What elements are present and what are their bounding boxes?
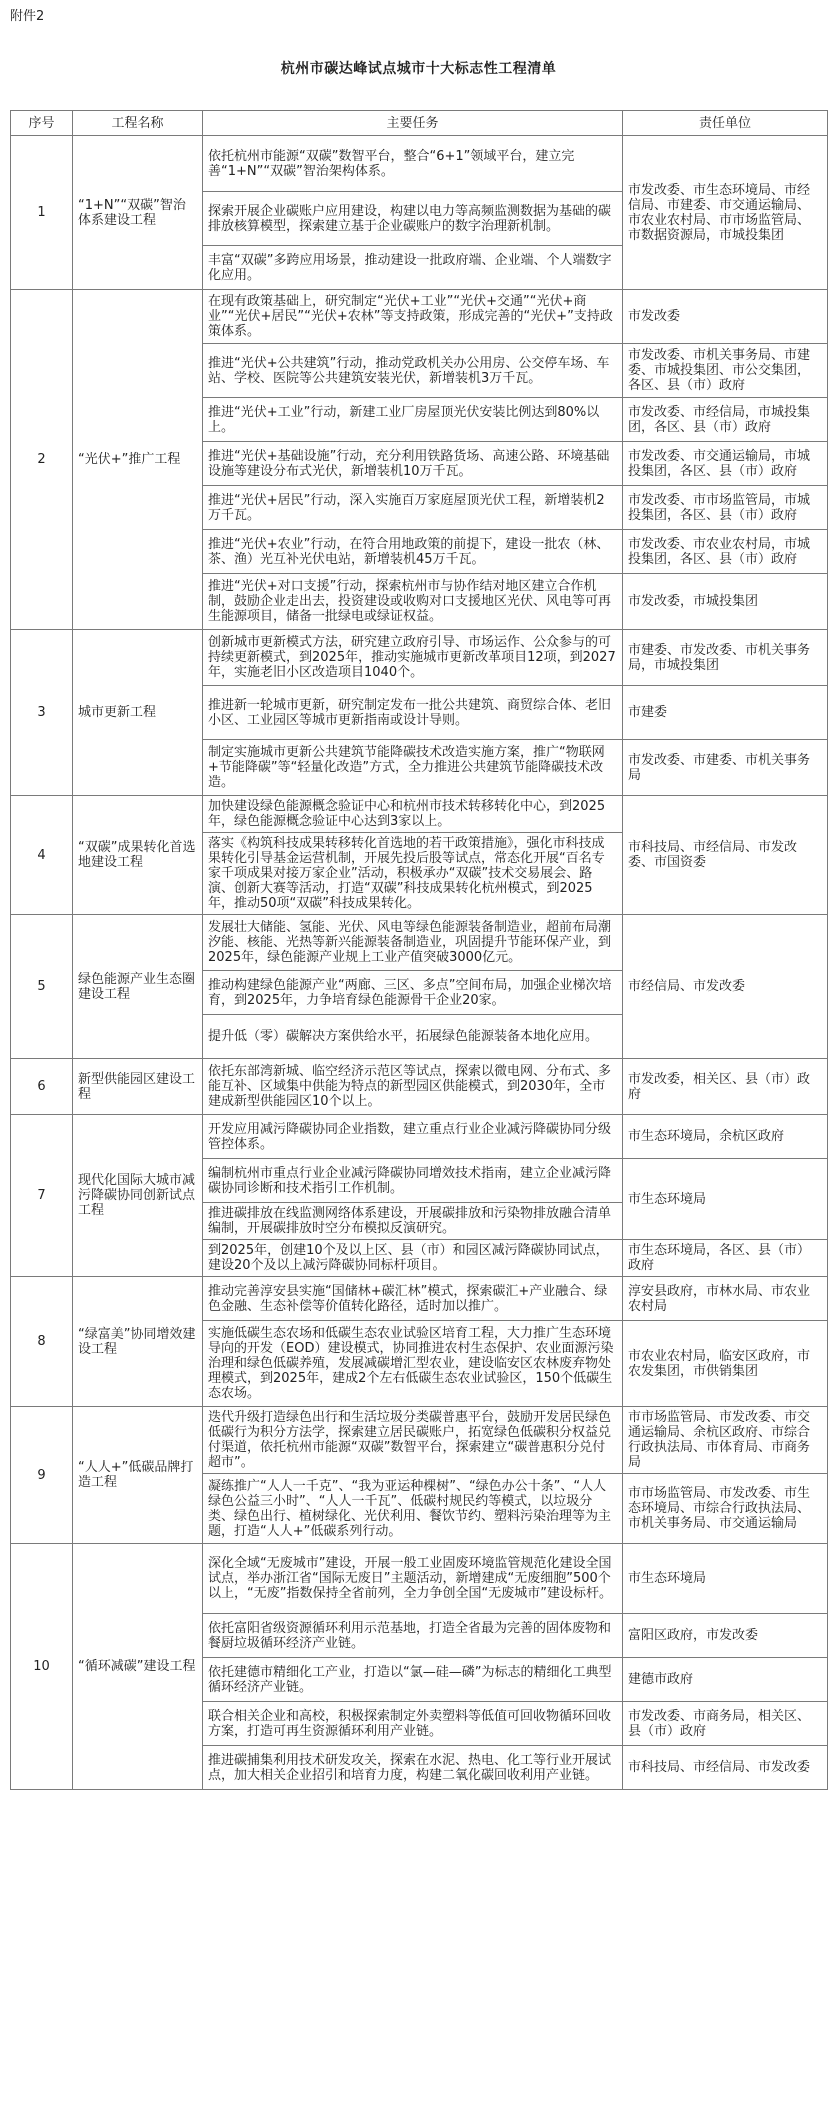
table-row	[11, 1407, 828, 1474]
header-task: 主要任务	[203, 111, 623, 136]
cell-task: 推动完善淳安县实施“国储林+碳汇林”模式，探索碳汇+产业融合、绿色金融、生态补偿等价值转化路径，适时加以推广。	[203, 1277, 623, 1321]
cell-responsible-unit: 市建委、市发改委、市机关事务局，市城投集团	[623, 630, 828, 686]
cell-seq: 2	[11, 290, 73, 630]
table-row	[11, 136, 828, 192]
cell-responsible-unit: 市发改委，市城投集团	[623, 574, 828, 630]
cell-project-name: “光伏+”推广工程	[73, 290, 203, 630]
cell-seq: 10	[11, 1544, 73, 1790]
cell-responsible-unit: 市农业农村局，临安区政府，市农发集团，市供销集团	[623, 1321, 828, 1407]
cell-task: 实施低碳生态农场和低碳生态农业试验区培育工程，大力推广生态环境导向的开发（EOD）建设模式，协同推进农村生态保护、农业面源污染治理和绿色低碳养殖，发展减碳增汇型农业，建设临安区农林废弃物处理模式，到2025年，建成2个左右低碳生态农业试验区，150个低碳生态农场。	[203, 1321, 623, 1407]
cell-task: 凝练推广“人人一千克”、“我为亚运种棵树”、“绿色办公十条”、“人人绿色公益三小时”、“人人一千瓦”、低碳村规民约等模式，以垃圾分类、绿色出行、植树绿化、光伏利用、餐饮节约、塑料污染治理等为主题，打造“人人+”低碳系列行动。	[203, 1474, 623, 1544]
cell-task: 推进“光伏+农业”行动，在符合用地政策的前提下，建设一批农（林、茶、渔）光互补光伏电站，新增装机45万千瓦。	[203, 530, 623, 574]
cell-task: 推进新一轮城市更新，研究制定发布一批公共建筑、商贸综合体、老旧小区、工业园区等城市更新指南或设计导则。	[203, 686, 623, 740]
cell-task: 推进“光伏+居民”行动，深入实施百万家庭屋顶光伏工程，新增装机2万千瓦。	[203, 486, 623, 530]
table-row	[11, 1544, 828, 1614]
header-seq: 序号	[11, 111, 73, 136]
cell-task: 探索开展企业碳账户应用建设，构建以电力等高频监测数据为基础的碳排放核算模型，探索建立基于企业碳账户的数字治理新机制。	[203, 192, 623, 246]
cell-project-name: “循环减碳”建设工程	[73, 1544, 203, 1790]
cell-responsible-unit: 市发改委、市机关事务局、市建委、市城投集团、市公交集团，各区、县（市）政府	[623, 344, 828, 398]
cell-task: 推进碳排放在线监测网络体系建设，开展碳排放和污染物排放融合清单编制，开展碳排放时空分布模拟反演研究。	[203, 1203, 623, 1240]
cell-responsible-unit: 市科技局、市经信局、市发改委	[623, 1746, 828, 1790]
cell-task: 依托东部湾新城、临空经济示范区等试点，探索以微电网、分布式、多能互补、区域集中供能为特点的新型园区供能模式，到2030年，全市建成新型供能园区10个以上。	[203, 1059, 623, 1115]
cell-responsible-unit: 市发改委、市交通运输局，市城投集团，各区、县（市）政府	[623, 442, 828, 486]
cell-task: 开发应用减污降碳协同企业指数，建立重点行业企业减污降碳协同分级管控体系。	[203, 1115, 623, 1159]
cell-project-name: 现代化国际大城市减污降碳协同创新试点工程	[73, 1115, 203, 1277]
cell-task: 在现有政策基础上，研究制定“光伏+工业”“光伏+交通”“光伏+商业”“光伏+居民”“光伏+农林”等支持政策，形成完善的“光伏+”支持政策体系。	[203, 290, 623, 344]
cell-seq: 4	[11, 796, 73, 915]
table-row	[11, 915, 828, 971]
cell-responsible-unit: 市发改委、市商务局，相关区、县（市）政府	[623, 1702, 828, 1746]
table-row	[11, 1277, 828, 1321]
cell-task: 依托建德市精细化工产业，打造以“氯—硅—磷”为标志的精细化工典型循环经济产业链。	[203, 1658, 623, 1702]
cell-seq: 6	[11, 1059, 73, 1115]
table-row	[11, 290, 828, 344]
cell-project-name: 新型供能园区建设工程	[73, 1059, 203, 1115]
cell-task: 落实《构筑科技成果转移转化首选地的若干政策措施》，强化市科技成果转化引导基金运营机制，开展先投后股等试点，常态化开展“百名专家千项成果对接万家企业”活动，积极承办“双碳”技术交易展会、路演、创新大赛等活动，打造“双碳”科技成果转化杭州模式，到2025年，推动50项“双碳”科技成果转化。	[203, 833, 623, 915]
cell-task: 推进“光伏+对口支援”行动，探索杭州市与协作结对地区建立合作机制，鼓励企业走出去，投资建设或收购对口支援地区光伏、风电等可再生能源项目，储备一批绿电或绿证权益。	[203, 574, 623, 630]
cell-project-name: 城市更新工程	[73, 630, 203, 796]
cell-responsible-unit: 市建委	[623, 686, 828, 740]
cell-seq: 9	[11, 1407, 73, 1544]
cell-task: 制定实施城市更新公共建筑节能降碳技术改造实施方案，推广“物联网+节能降碳”等“轻量化改造”方式，全力推进公共建筑节能降碳技术改造。	[203, 740, 623, 796]
cell-project-name: 绿色能源产业生态圈建设工程	[73, 915, 203, 1059]
cell-task: 发展壮大储能、氢能、光伏、风电等绿色能源装备制造业，超前布局潮汐能、核能、光热等新兴能源装备制造业，巩固提升节能环保产业，到2025年，绿色能源产业规上工业产值突破3000亿元。	[203, 915, 623, 971]
document-title: 杭州市碳达峰试点城市十大标志性工程清单	[280, 61, 557, 77]
cell-responsible-unit: 市发改委、市生态环境局、市经信局、市建委、市交通运输局、市农业农村局、市市场监管局、市数据资源局，市城投集团	[623, 136, 828, 290]
cell-project-name: “1+N”“双碳”智治体系建设工程	[73, 136, 203, 290]
cell-task: 深化全域“无废城市”建设，开展一般工业固废环境监管规范化建设全国试点，举办浙江省“国际无废日”主题活动，新增建成“无废细胞”500个以上，“无废”指数保持全省前列，全力争创全国“无废城市”建设标杆。	[203, 1544, 623, 1614]
cell-task: 丰富“双碳”多跨应用场景，推动建设一批政府端、企业端、个人端数字化应用。	[203, 246, 623, 290]
cell-seq: 1	[11, 136, 73, 290]
cell-task: 依托富阳省级资源循环利用示范基地，打造全省最为完善的固体废物和餐厨垃圾循环经济产业链。	[203, 1614, 623, 1658]
table-row	[11, 630, 828, 686]
cell-responsible-unit: 市发改委	[623, 290, 828, 344]
cell-responsible-unit: 市市场监管局、市发改委、市生态环境局、市综合行政执法局、市机关事务局、市交通运输局	[623, 1474, 828, 1544]
cell-task: 编制杭州市重点行业企业减污降碳协同增效技术指南，建立企业减污降碳协同诊断和技术指引工作机制。	[203, 1159, 623, 1203]
cell-responsible-unit: 市生态环境局，余杭区政府	[623, 1115, 828, 1159]
project-table	[10, 110, 828, 1790]
cell-task: 推进“光伏+公共建筑”行动，推动党政机关办公用房、公交停车场、车站、学校、医院等公共建筑安装光伏，新增装机3万千瓦。	[203, 344, 623, 398]
cell-responsible-unit: 市生态环境局	[623, 1544, 828, 1614]
cell-seq: 8	[11, 1277, 73, 1407]
cell-project-name: “双碳”成果转化首选地建设工程	[73, 796, 203, 915]
cell-responsible-unit: 市科技局、市经信局、市发改委、市国资委	[623, 796, 828, 915]
cell-responsible-unit: 市发改委、市市场监管局，市城投集团，各区、县（市）政府	[623, 486, 828, 530]
table-row	[11, 1115, 828, 1159]
attachment-label: 附件2	[10, 9, 45, 24]
cell-task: 推进“光伏+基础设施”行动，充分利用铁路货场、高速公路、环境基础设施等建设分布式光伏，新增装机10万千瓦。	[203, 442, 623, 486]
cell-seq: 5	[11, 915, 73, 1059]
cell-task: 创新城市更新模式方法，研究建立政府引导、市场运作、公众参与的可持续更新模式，到2025年，推动实施城市更新改革项目12项，到2027年，实施老旧小区改造项目1040个。	[203, 630, 623, 686]
cell-responsible-unit: 建德市政府	[623, 1658, 828, 1702]
cell-responsible-unit: 市发改委、市经信局，市城投集团，各区、县（市）政府	[623, 398, 828, 442]
cell-task: 到2025年，创建10个及以上区、县（市）和园区减污降碳协同试点，建设20个及以上减污降碳协同标杆项目。	[203, 1240, 623, 1277]
cell-project-name: “人人+”低碳品牌打造工程	[73, 1407, 203, 1544]
cell-responsible-unit: 市发改委、市农业农村局，市城投集团，各区、县（市）政府	[623, 530, 828, 574]
cell-task: 提升低（零）碳解决方案供给水平，拓展绿色能源装备本地化应用。	[203, 1015, 623, 1059]
cell-responsible-unit: 市发改委，相关区、县（市）政府	[623, 1059, 828, 1115]
cell-responsible-unit: 市经信局、市发改委	[623, 915, 828, 1059]
cell-responsible-unit: 市市场监管局、市发改委、市交通运输局、余杭区政府、市综合行政执法局、市体育局、市商务局	[623, 1407, 828, 1474]
table-header-row	[11, 111, 828, 136]
cell-seq: 7	[11, 1115, 73, 1277]
cell-responsible-unit: 淳安县政府，市林水局、市农业农村局	[623, 1277, 828, 1321]
cell-responsible-unit: 市生态环境局	[623, 1159, 828, 1240]
table-row	[11, 1059, 828, 1115]
cell-task: 联合相关企业和高校，积极探索制定外卖塑料等低值可回收物循环回收方案，打造可再生资源循环利用产业链。	[203, 1702, 623, 1746]
header-name: 工程名称	[73, 111, 203, 136]
cell-task: 推进碳捕集利用技术研发攻关，探索在水泥、热电、化工等行业开展试点，加大相关企业招引和培育力度，构建二氧化碳回收利用产业链。	[203, 1746, 623, 1790]
cell-task: 推动构建绿色能源产业“两廊、三区、多点”空间布局，加强企业梯次培育，到2025年，力争培育绿色能源骨干企业20家。	[203, 971, 623, 1015]
cell-responsible-unit: 富阳区政府，市发改委	[623, 1614, 828, 1658]
cell-task: 加快建设绿色能源概念验证中心和杭州市技术转移转化中心，到2025年，绿色能源概念验证中心达到3家以上。	[203, 796, 623, 833]
cell-task: 依托杭州市能源“双碳”数智平台，整合“6+1”领域平台，建立完善“1+N”“双碳”智治架构体系。	[203, 136, 623, 192]
cell-task: 迭代升级打造绿色出行和生活垃圾分类碳普惠平台，鼓励开发居民绿色低碳行为积分方法学，探索建立居民碳账户，拓宽绿色低碳积分权益兑付渠道，依托杭州市能源“双碳”数智平台，探索建立“碳普惠积分兑付超市”。	[203, 1407, 623, 1474]
table-row	[11, 796, 828, 833]
header-unit: 责任单位	[623, 111, 828, 136]
cell-responsible-unit: 市发改委、市建委、市机关事务局	[623, 740, 828, 796]
cell-task: 推进“光伏+工业”行动，新建工业厂房屋顶光伏安装比例达到80%以上。	[203, 398, 623, 442]
cell-responsible-unit: 市生态环境局，各区、县（市）政府	[623, 1240, 828, 1277]
cell-seq: 3	[11, 630, 73, 796]
cell-project-name: “绿富美”协同增效建设工程	[73, 1277, 203, 1407]
